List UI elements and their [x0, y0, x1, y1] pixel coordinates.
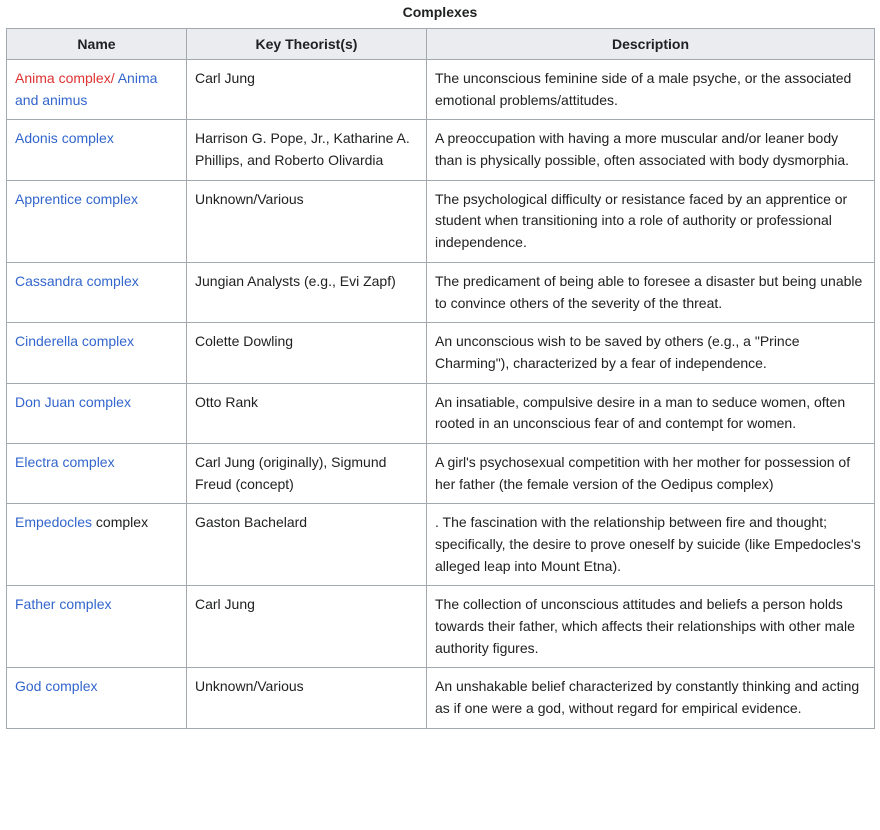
cell-theorist: Unknown/Various	[187, 668, 427, 728]
name-link[interactable]: Empedocles	[15, 514, 93, 531]
name-link[interactable]: Adonis complex	[15, 130, 114, 147]
table-row	[7, 668, 875, 728]
name-link[interactable]: Don Juan complex	[15, 393, 131, 410]
cell-name	[7, 323, 187, 383]
cell-description: A girl's psychosexual competition with her mother for possession of her father (the female version of the Oedipus complex)	[427, 443, 875, 503]
table-row	[7, 586, 875, 668]
cell-description: . The fascination with the relationship between fire and thought; specifically, the desire to prove oneself by suicide (like Empedocles's alleged leap into Mount Etna).	[427, 504, 875, 586]
cell-description: The predicament of being able to foresee a disaster but being unable to convince others of the severity of the threat.	[427, 262, 875, 322]
column-header-theorist: Key Theorist(s)	[187, 29, 427, 60]
table-row	[7, 60, 875, 120]
cell-description: An unshakable belief characterized by constantly thinking and acting as if one were a god, without regard for empirical evidence.	[427, 668, 875, 728]
cell-name	[7, 586, 187, 668]
cell-description: An insatiable, compulsive desire in a man to seduce women, often rooted in an unconscious fear of and contempt for women.	[427, 383, 875, 443]
table-row	[7, 383, 875, 443]
name-link[interactable]: God complex	[15, 678, 98, 695]
cell-theorist: Gaston Bachelard	[187, 504, 427, 586]
table-row	[7, 443, 875, 503]
table-row	[7, 120, 875, 180]
name-link[interactable]: Father complex	[15, 596, 112, 613]
table-row	[7, 504, 875, 586]
name-link[interactable]: Cinderella complex	[15, 333, 135, 350]
cell-theorist: Unknown/Various	[187, 180, 427, 262]
table-header-row	[7, 29, 875, 60]
cell-name	[7, 262, 187, 322]
table-body	[7, 60, 875, 729]
name-link[interactable]: Apprentice complex	[15, 190, 138, 207]
cell-theorist: Carl Jung	[187, 60, 427, 120]
column-header-description: Description	[427, 29, 875, 60]
cell-theorist: Colette Dowling	[187, 323, 427, 383]
name-link[interactable]: Cassandra complex	[15, 272, 139, 289]
cell-name	[7, 443, 187, 503]
cell-description: The unconscious feminine side of a male psyche, or the associated emotional problems/attitudes.	[427, 60, 875, 120]
cell-theorist: Carl Jung (originally), Sigmund Freud (concept)	[187, 443, 427, 503]
cell-description: The collection of unconscious attitudes and beliefs a person holds towards their father, which affects their relationships with other male authority figures.	[427, 586, 875, 668]
cell-description: The psychological difficulty or resistance faced by an apprentice or student when transitioning into a role of authority or professional independence.	[427, 180, 875, 262]
name-link[interactable]: Electra complex	[15, 453, 115, 470]
cell-name	[7, 668, 187, 728]
table-caption: Complexes	[402, 4, 478, 20]
cell-description: A preoccupation with having a more muscular and/or leaner body than is physically possible, often associated with body dysmorphia.	[427, 120, 875, 180]
cell-name	[7, 120, 187, 180]
name-redlink[interactable]: Anima complex/	[15, 70, 115, 86]
cell-description: An unconscious wish to be saved by others (e.g., a "Prince Charming"), characterized by a fear of independence.	[427, 323, 875, 383]
cell-theorist: Carl Jung	[187, 586, 427, 668]
complexes-table	[6, 28, 875, 729]
name-text: complex	[92, 514, 149, 531]
table-row	[7, 180, 875, 262]
table-row	[7, 262, 875, 322]
cell-theorist: Otto Rank	[187, 383, 427, 443]
cell-name	[7, 383, 187, 443]
table-row	[7, 323, 875, 383]
cell-name	[7, 504, 187, 586]
column-header-name: Name	[7, 29, 187, 60]
cell-theorist: Jungian Analysts (e.g., Evi Zapf)	[187, 262, 427, 322]
cell-theorist: Harrison G. Pope, Jr., Katharine A. Phillips, and Roberto Olivardia	[187, 120, 427, 180]
name-link[interactable]: Anima and animus	[15, 70, 158, 108]
cell-name	[7, 180, 187, 262]
cell-name	[7, 60, 187, 120]
